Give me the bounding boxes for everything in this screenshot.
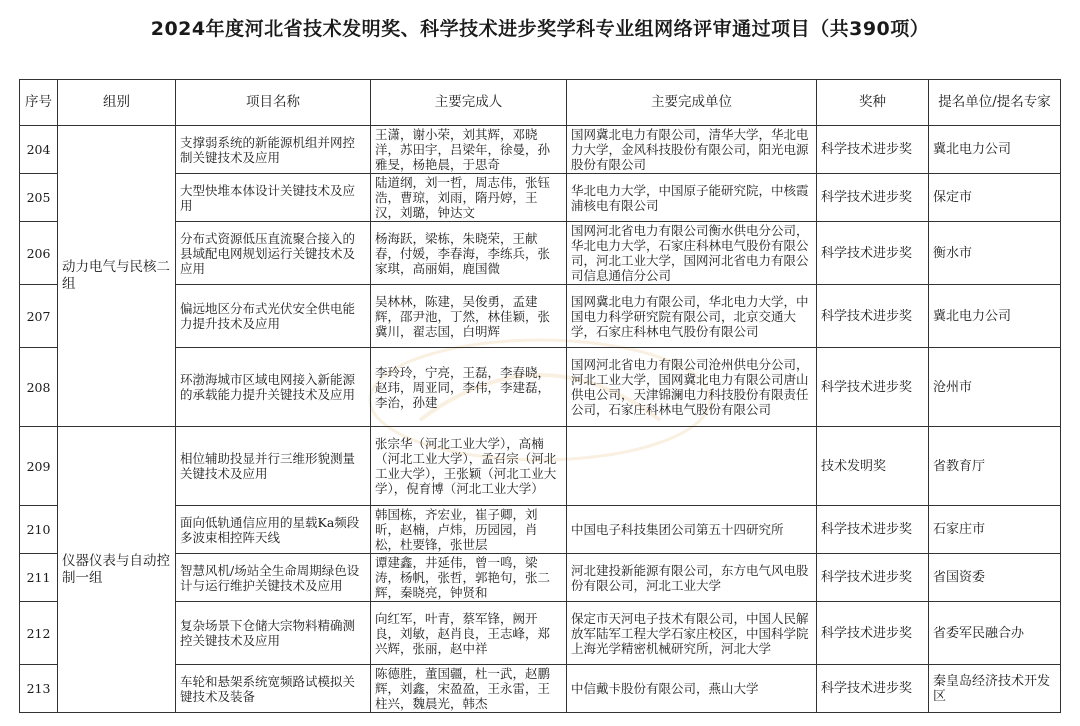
header-nominator: 提名单位/提名专家 [929,80,1061,126]
row-index: 211 [20,554,58,602]
table-row [20,602,1061,665]
nominator: 衡水市 [929,222,1061,285]
main-people: 杨海跃，梁栋，朱晓荣，王献春，付媛，李春海，李练兵，张家琪，高丽娟，鹿国微 [371,222,567,285]
header-group: 组别 [58,80,176,126]
main-units: 华北电力大学，中国原子能研究院，中核霞浦核电有限公司 [567,174,817,222]
document-title: 2024年度河北省技术发明奖、科学技术进步奖学科专业组网络评审通过项目（共390项） [150,18,930,40]
award-type: 科学技术进步奖 [817,348,929,427]
main-units: 国网冀北电力有限公司，华北电力大学，中国电力科学研究院有限公司，北京交通大学，石家庄科林电气股份有限公司 [567,285,817,348]
main-units: 中信戴卡股份有限公司，燕山大学 [567,665,817,713]
header-award: 奖种 [817,80,929,126]
table-header-row [20,80,1061,126]
nominator: 石家庄市 [929,506,1061,554]
project-name: 偏远地区分布式光伏安全供电能力提升技术及应用 [176,285,371,348]
project-name: 支撑弱系统的新能源机组并网控制关键技术及应用 [176,126,371,174]
nominator: 保定市 [929,174,1061,222]
header-index: 序号 [20,80,58,126]
main-people: 谭建鑫，井延伟，曾一鸣，梁涛，杨帆，张哲，郭艳句，张二辉，秦晓亮，钟贤和 [371,554,567,602]
row-index: 212 [20,602,58,665]
table-row [20,126,1061,174]
nominator: 省委军民融合办 [929,602,1061,665]
main-people: 王潇，谢小荣，刘其辉，邓晓洋，苏田宇，吕梁年，徐曼，孙雅旻，杨艳晨，于思奇 [371,126,567,174]
main-people: 李玲玲，宁亮，王磊，李春晓，赵玮，周亚同，李伟，李建磊，李治，孙建 [371,348,567,427]
award-type: 科学技术进步奖 [817,222,929,285]
row-index: 204 [20,126,58,174]
table-row [20,665,1061,713]
main-people: 韩国栋，齐宏业，崔子卿，刘昕，赵楠，卢炜，历园园，肖松，杜要锋，张世层 [371,506,567,554]
table-row [20,222,1061,285]
row-index: 206 [20,222,58,285]
project-name: 车轮和悬架系统宽频路试模拟关键技术及装备 [176,665,371,713]
main-units: 国网河北省电力有限公司沧州供电分公司，河北工业大学，国网冀北电力有限公司唐山供电公司，天津锦澜电力科技股份有限责任公司，石家庄科林电气股份有限公司 [567,348,817,427]
table-row [20,506,1061,554]
project-table [19,79,1061,713]
main-units: 保定市天河电子技术有限公司，中国人民解放军陆军工程大学石家庄校区，中国科学院上海光学精密机械研究所，河北大学 [567,602,817,665]
project-name: 相位辅助投显并行三维形貌测量关键技术及应用 [176,427,371,506]
row-index: 207 [20,285,58,348]
main-people: 吴林林，陈建，吴俊勇，孟建辉，邵尹池，丁然，林佳颖，张冀川，翟志国，白明辉 [371,285,567,348]
table-row [20,348,1061,427]
group-cell: 仪器仪表与自动控制一组 [58,427,176,713]
row-index: 205 [20,174,58,222]
row-index: 208 [20,348,58,427]
main-people: 张宗华（河北工业大学），高楠（河北工业大学），孟召宗（河北工业大学），王张颖（河北工业大学），倪育博（河北工业大学） [371,427,567,506]
header-people: 主要完成人 [371,80,567,126]
nominator: 省教育厅 [929,427,1061,506]
main-units: 国网冀北电力有限公司，清华大学，华北电力大学，金风科技股份有限公司，阳光电源股份有限公司 [567,126,817,174]
main-units: 河北建投新能源有限公司，东方电气风电股份有限公司，河北工业大学 [567,554,817,602]
nominator: 冀北电力公司 [929,126,1061,174]
header-units: 主要完成单位 [567,80,817,126]
nominator: 省国资委 [929,554,1061,602]
award-type: 技术发明奖 [817,427,929,506]
main-people: 陆道纲，刘一哲，周志伟，张钰浩，曹琼，刘雨，隋丹婷，王汉，刘璐，钟达文 [371,174,567,222]
project-name: 分布式资源低压直流聚合接入的县域配电网规划运行关键技术及应用 [176,222,371,285]
header-project: 项目名称 [176,80,371,126]
table-row [20,285,1061,348]
project-name: 大型快堆本体设计关键技术及应用 [176,174,371,222]
project-name: 环渤海城市区域电网接入新能源的承载能力提升关键技术及应用 [176,348,371,427]
award-type: 科学技术进步奖 [817,506,929,554]
table-row [20,554,1061,602]
row-index: 210 [20,506,58,554]
group-cell: 动力电气与民核二组 [58,126,176,427]
main-people: 向红军，叶青，蔡军锋，阙开良，刘敏，赵肖良，王志峰，郑兴辉，张丽，赵中祥 [371,602,567,665]
main-people: 陈德胜，董国疆，杜一武，赵鹏辉，刘鑫，宋盈盈，王永雷，王柱兴，魏晨光，韩杰 [371,665,567,713]
award-type: 科学技术进步奖 [817,174,929,222]
award-type: 科学技术进步奖 [817,285,929,348]
award-type: 科学技术进步奖 [817,665,929,713]
table-row [20,427,1061,506]
project-name: 复杂场景下仓储大宗物料精确测控关键技术及应用 [176,602,371,665]
table-row [20,174,1061,222]
nominator: 沧州市 [929,348,1061,427]
award-type: 科学技术进步奖 [817,602,929,665]
project-name: 智慧风机/场站全生命周期绿色设计与运行维护关键技术及应用 [176,554,371,602]
nominator: 冀北电力公司 [929,285,1061,348]
row-index: 209 [20,427,58,506]
nominator: 秦皇岛经济技术开发区 [929,665,1061,713]
project-name: 面向低轨通信应用的星载Ka频段多波束相控阵天线 [176,506,371,554]
main-units [567,427,817,506]
award-type: 科学技术进步奖 [817,554,929,602]
row-index: 213 [20,665,58,713]
main-units: 中国电子科技集团公司第五十四研究所 [567,506,817,554]
award-type: 科学技术进步奖 [817,126,929,174]
main-units: 国网河北省电力有限公司衡水供电分公司，华北电力大学，石家庄科林电气股份有限公司，河北工业大学，国网河北省电力有限公司信息通信分公司 [567,222,817,285]
